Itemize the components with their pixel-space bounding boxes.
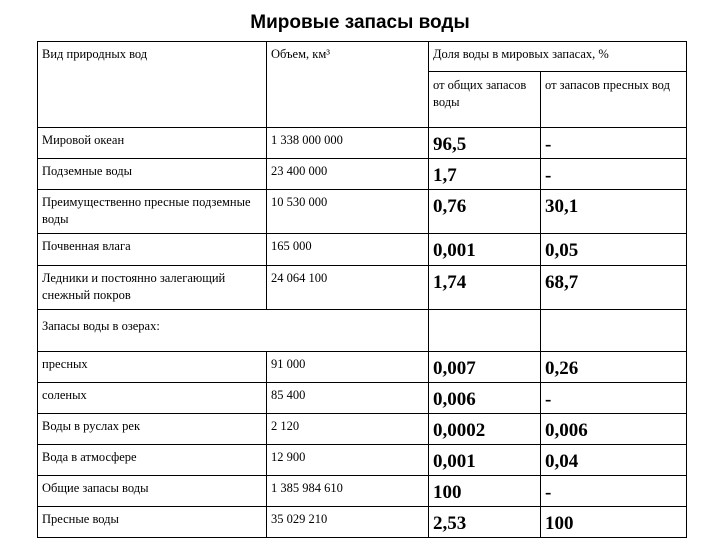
row-volume: 24 064 100 xyxy=(267,266,429,310)
row-name: пресных xyxy=(38,352,267,383)
row-name: Общие запасы воды xyxy=(38,476,267,507)
row-volume: 1 385 984 610 xyxy=(267,476,429,507)
row-share-total: 0,76 xyxy=(429,190,541,234)
row-name: Пресные воды xyxy=(38,507,267,538)
row-share-total xyxy=(429,310,541,352)
row-volume: 2 120 xyxy=(267,414,429,445)
table-row xyxy=(38,190,687,234)
row-share-fresh: - xyxy=(541,128,687,159)
row-share-total: 1,7 xyxy=(429,159,541,190)
table-row xyxy=(38,234,687,266)
row-share-fresh: - xyxy=(541,476,687,507)
row-share-fresh: 100 xyxy=(541,507,687,538)
row-volume: 1 338 000 000 xyxy=(267,128,429,159)
page-title: Мировые запасы воды xyxy=(250,12,470,33)
row-share-total: 0,006 xyxy=(429,383,541,414)
row-share-total: 0,007 xyxy=(429,352,541,383)
row-share-total: 0,0002 xyxy=(429,414,541,445)
header-share-fresh: от запасов пресных вод xyxy=(541,72,687,128)
table-row xyxy=(38,445,687,476)
row-share-fresh: 30,1 xyxy=(541,190,687,234)
table-row xyxy=(38,266,687,310)
row-volume: 85 400 xyxy=(267,383,429,414)
row-share-total: 2,53 xyxy=(429,507,541,538)
row-share-fresh: 0,26 xyxy=(541,352,687,383)
row-share-total: 96,5 xyxy=(429,128,541,159)
row-share-fresh: 0,05 xyxy=(541,234,687,266)
table-row xyxy=(38,507,687,538)
row-share-fresh: 0,04 xyxy=(541,445,687,476)
table-row xyxy=(38,159,687,190)
row-name: Воды в руслах рек xyxy=(38,414,267,445)
row-name: Запасы воды в озерах: xyxy=(38,310,429,352)
row-volume: 91 000 xyxy=(267,352,429,383)
row-name: Ледники и постоянно залегающий снежный покров xyxy=(38,266,267,310)
header-volume: Объем, км³ xyxy=(267,42,429,128)
row-volume: 165 000 xyxy=(267,234,429,266)
row-share-fresh: 0,006 xyxy=(541,414,687,445)
row-name: Вода в атмосфере xyxy=(38,445,267,476)
header-share: Доля воды в мировых запасах, % xyxy=(429,42,687,72)
row-share-total: 0,001 xyxy=(429,234,541,266)
water-reserves-table xyxy=(37,41,687,538)
row-name: соленых xyxy=(38,383,267,414)
row-volume: 12 900 xyxy=(267,445,429,476)
table-row xyxy=(38,310,687,352)
row-share-total: 0,001 xyxy=(429,445,541,476)
table-row xyxy=(38,476,687,507)
table-row xyxy=(38,383,687,414)
row-name: Подземные воды xyxy=(38,159,267,190)
row-share-fresh: - xyxy=(541,159,687,190)
header-share-total: от общих запасов воды xyxy=(429,72,541,128)
table-row xyxy=(38,414,687,445)
row-volume: 10 530 000 xyxy=(267,190,429,234)
header-type: Вид природных вод xyxy=(38,42,267,128)
row-name: Почвенная влага xyxy=(38,234,267,266)
row-volume: 35 029 210 xyxy=(267,507,429,538)
row-share-total: 100 xyxy=(429,476,541,507)
row-share-fresh: 68,7 xyxy=(541,266,687,310)
table-row xyxy=(38,128,687,159)
row-share-fresh xyxy=(541,310,687,352)
table-row xyxy=(38,352,687,383)
row-name: Преимущественно пресные подземные воды xyxy=(38,190,267,234)
row-share-total: 1,74 xyxy=(429,266,541,310)
row-volume: 23 400 000 xyxy=(267,159,429,190)
row-name: Мировой океан xyxy=(38,128,267,159)
row-share-fresh: - xyxy=(541,383,687,414)
